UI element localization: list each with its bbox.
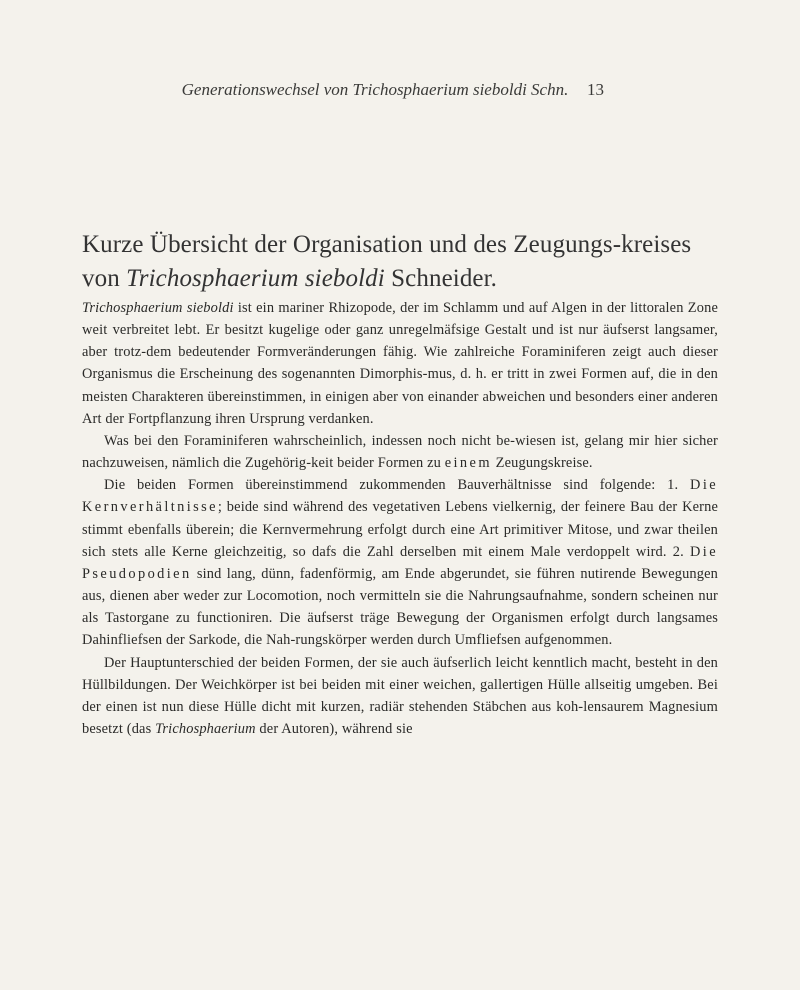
paragraph-1 (82, 297, 718, 430)
section-heading (82, 228, 718, 296)
body-text (82, 297, 718, 740)
heading-text-2: Schneider. (384, 265, 498, 292)
heading-species: Trichosphaerium sieboldi (126, 265, 385, 292)
item-2-heading: Die Pseudopodien (82, 543, 718, 582)
running-head-title: Generationswechsel von Trichosphaerium sieboldi Schn. (181, 80, 569, 99)
running-head (146, 80, 604, 100)
paragraph-4-text-b: der Autoren), während sie (255, 720, 413, 737)
species-name: Trichosphaerium (155, 720, 256, 737)
paragraph-1-text: ist ein mariner Rhizopode, der im Schlamm und auf Algen in der littoralen Zone weit verbreitet lebt. Er besitzt kugelige oder ganz unregelmäfsige Gestalt und ist nur äufserst langsamer, aber trotz-dem bedeutender Formveränderungen fähig. Wie zahlreiche Foraminiferen zeigt auch dieser Organismus die Erscheinung des sogenannten Dimorphis-mus, d. h. er tritt in zwei Formen auf, die in den meisten Charakteren übereinstimmen, in einigen aber von einander abweichen und besonders einer anderen Art der Fortpflanzung ihren Ursprung verdanken. (82, 300, 718, 427)
paragraph-2-text-b: Zeugungskreise. (491, 455, 593, 472)
paragraph-3 (82, 474, 718, 651)
item-1-number: 1. (667, 477, 679, 494)
paragraph-3-text-b: ; beide sind während des vegetativen Lebens vielkernig, der feinere Bau der Kerne stimmt ebenfalls überein; die Kernvermehrung erfolgt durch eine Art primitiver Mitose, und zwar theilen sich stets alle Kerne gleichzeitig, so dafs die Zahl derselben mit einem Male verdoppelt wird. (82, 499, 718, 560)
paragraph-4-text-a: Der Hauptunterschied der beiden Formen, der sie auch äufserlich leicht kenntlich macht, besteht in den Hüllbildungen. Der Weichkörper ist bei beiden mit einer weichen, gallertigen Hülle allseitig umgeben. Bei der einen ist nun diese Hülle dicht mit kurzen, radiär stehenden Stäbchen aus koh-lensaurem Magnesium besetzt (das (82, 654, 718, 737)
paragraph-2 (82, 430, 718, 474)
item-1-heading: Die Kernverhältnisse (82, 477, 719, 516)
paragraph-2-text-a: Was bei den Foraminiferen wahrscheinlich, indessen noch nicht be-wiesen ist, gelang mir hier sicher nachzuweisen, nämlich die Zugehörig-keit beider Formen zu (82, 432, 718, 472)
paragraph-4 (82, 652, 718, 741)
paragraph-3-text-c: sind lang, dünn, fadenförmig, am Ende abgerundet, sie führen nutirende Bewegungen aus, dienen aber weder zur Locomotion, noch vermitteln sie die Nahrungsaufnahme, sondern scheinen nur als Tastorgane zu functioniren. Die äufserst träge Bewegung der Organismen erfolgt durch langsames Dahinfliefsen der Sarkode, die Nah-rungskörper werden durch Umfliefsen aufgenommen. (82, 565, 718, 649)
heading-text-1: Kurze Übersicht der Organisation und des Zeugungs-kreises von (82, 231, 692, 292)
spaced-emphasis: einem (444, 455, 492, 472)
species-name: Trichosphaerium sieboldi (82, 300, 234, 316)
item-2-number: 2. (672, 543, 684, 560)
paragraph-3-text-a: Die beiden Formen übereinstimmend zukommenden Bauverhältnisse sind folgende: (104, 477, 668, 494)
page-number: 13 (587, 80, 604, 99)
